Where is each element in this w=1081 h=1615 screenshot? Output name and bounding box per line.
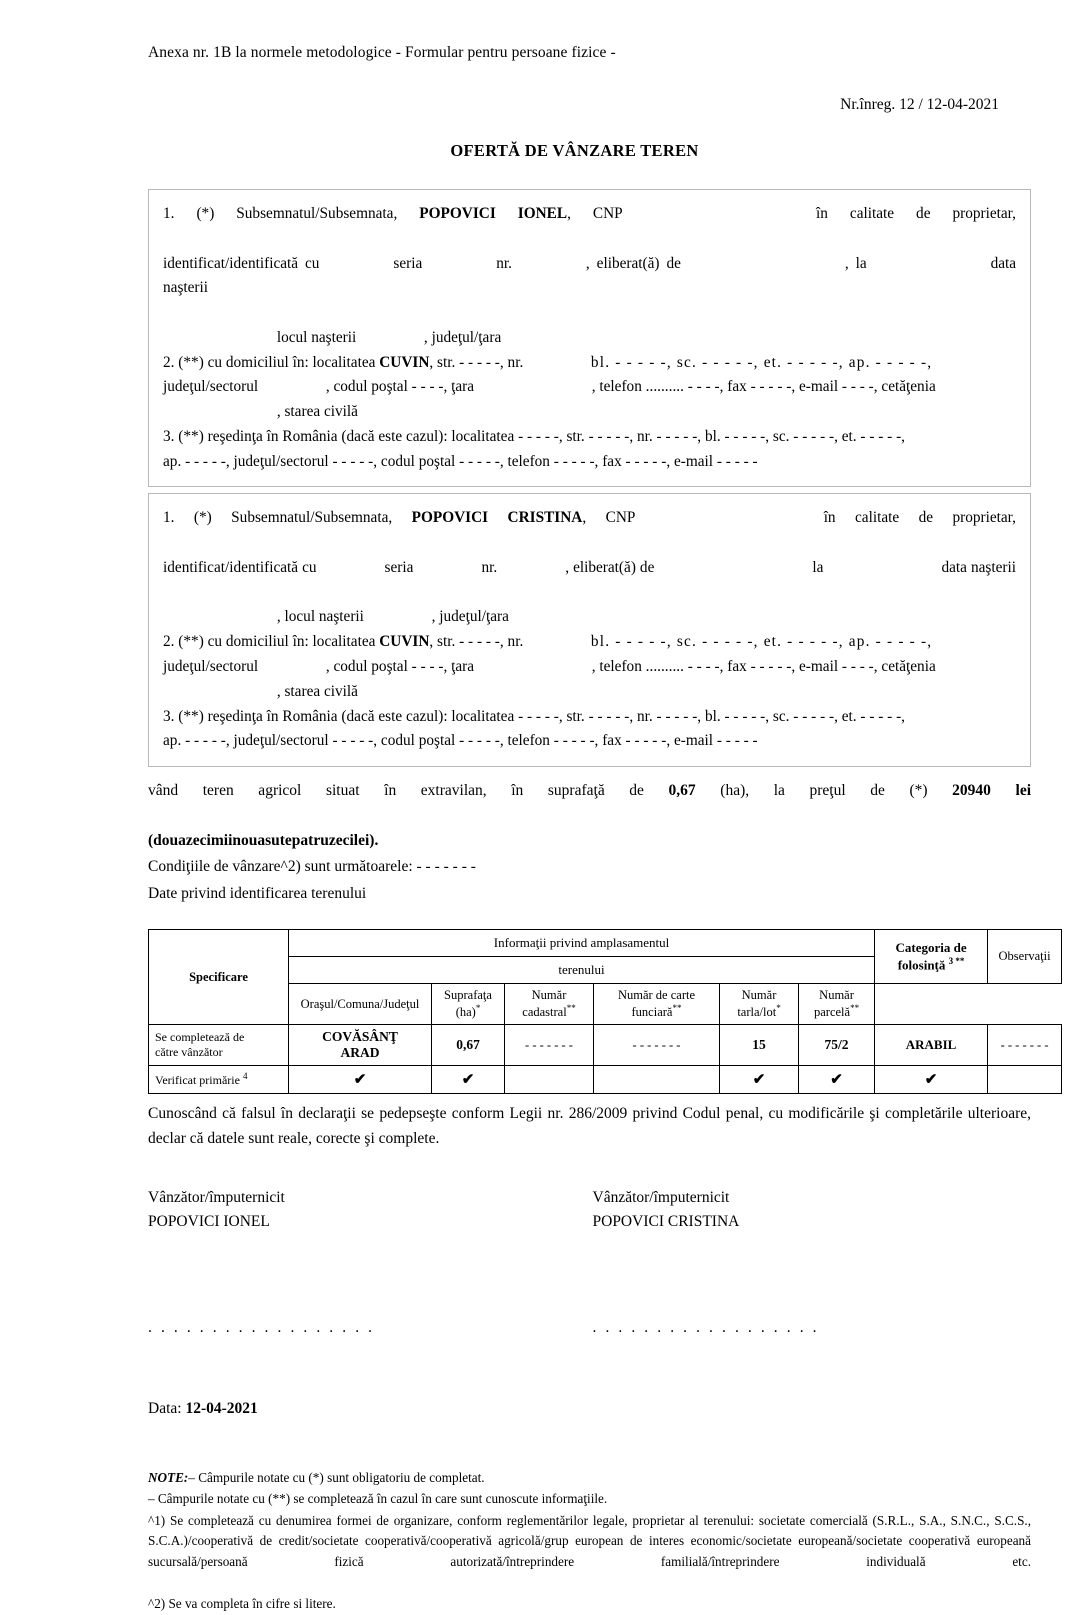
seller1-line7: 3. (**) reşedinţa în România (dacă este cazul): localitatea - - - - -, str. - - - - -, nr. - - - - -, bl. - - - - -, sc. - - - - -, et. - - - - -, — [163, 427, 906, 445]
table-header-row-1 — [149, 930, 1062, 957]
seller2-county-label: judeţul/sectorul — [163, 658, 259, 676]
th-suprafata-l1: Suprafaţa — [444, 988, 492, 1003]
offer-price-words: (douazecimiinouasutepatruzecilei). — [148, 831, 379, 849]
seller1-line6 — [163, 400, 1016, 425]
note-line-2: – Câmpurile notate cu (**) se completează în cazul în care sunt cunoscute informaţiile. — [148, 1491, 608, 1507]
seller-block-1 — [148, 189, 1031, 487]
offer-price: 20940 — [952, 782, 991, 800]
td-row2-oras-check: ✔ — [289, 1066, 432, 1094]
table-row — [149, 1025, 1062, 1066]
signature-left-line: . . . . . . . . . . . . . . . . . . — [148, 1318, 375, 1336]
seller2-id-label: identificat/identificată cu — [163, 558, 317, 576]
th-carte-funciara — [594, 984, 720, 1025]
seller2-line1 — [163, 506, 1016, 556]
seller2-cnp-label: , CNP — [582, 509, 635, 527]
table-row — [149, 1066, 1062, 1094]
seller2-quality: în calitate de proprietar, — [823, 509, 1016, 527]
seller2-series-label: seria — [384, 558, 414, 576]
seller2-line8: ap. - - - - -, judeţul/sectorul - - - - -, codul poştal - - - - -, telefon - - - - -, fax - - - - -, e-mail - - - - - — [163, 732, 758, 750]
seller2-line4 — [163, 630, 1016, 655]
th-categoria — [875, 930, 988, 984]
td-row1-tarla: 15 — [720, 1025, 799, 1066]
offer-text-b: (ha), la preţul de (*) — [720, 782, 928, 800]
seller2-birthplace-label: , locul naşterii — [276, 608, 364, 626]
signature-left-role: Vânzător/împuternicit — [148, 1188, 285, 1206]
seller1-series-label: seria — [393, 254, 423, 272]
seller1-line3 — [163, 326, 1016, 351]
th-amplasament-line1: Informaţii privind amplasamentul — [289, 930, 875, 957]
seller1-intro: 1. (*) Subsemnatul/Subsemnata, — [163, 205, 398, 222]
seller1-county-country-label: , judeţul/ţara — [423, 328, 502, 346]
seller2-contact-label: , telefon .......... - - - -, fax - - - - -, e-mail - - - -, cetăţenia — [591, 658, 936, 676]
th-carte-sup: ** — [672, 1003, 682, 1014]
notes-label: NOTE: — [148, 1469, 189, 1485]
td-row1-cadastral: - - - - - - - — [505, 1025, 594, 1066]
th-parcela-sup: ** — [850, 1003, 860, 1014]
td-row1-carte: - - - - - - - — [594, 1025, 720, 1066]
signature-right-name: POPOVICI CRISTINA — [592, 1212, 740, 1230]
seller1-quality: în calitate de proprietar, — [816, 205, 1016, 222]
seller1-line1 — [163, 202, 1016, 252]
td-row2-parcela-check: ✔ — [799, 1066, 875, 1094]
th-parcela-l2: parcelă — [813, 1005, 851, 1020]
seller1-civil-status-label: , starea civilă — [276, 403, 358, 421]
td-row1-oras-l2: ARAD — [340, 1045, 380, 1061]
seller2-line7: 3. (**) reşedinţa în România (dacă este cazul): localitatea - - - - -, str. - - - - -, nr. - - - - -, bl. - - - - -, sc. - - - - -, et. - - - - -, — [163, 707, 906, 725]
td-row1-suprafata: 0,67 — [432, 1025, 505, 1066]
th-categoria-l1: Categoria de — [895, 939, 967, 955]
seller1-contact-label: , telefon .......... - - - -, fax - - - - -, e-mail - - - -, cetăţenia — [591, 378, 936, 396]
seller2-line6 — [163, 680, 1016, 705]
td-row1-oras — [289, 1025, 432, 1066]
offer-paragraph — [148, 779, 1031, 853]
seller1-name: POPOVICI IONEL — [419, 205, 568, 222]
th-observatii: Observaţii — [988, 930, 1062, 984]
th-tarla-sup: * — [776, 1003, 781, 1014]
th-oras: Oraşul/Comuna/Judeţul — [289, 984, 432, 1025]
note-line-4: ^2) Se va completa în cifre si litere. — [148, 1595, 336, 1611]
seller2-line3 — [163, 605, 1016, 630]
th-categoria-sup: 3 ** — [948, 955, 965, 966]
seller1-birthdate-label: data naşterii — [163, 254, 1017, 297]
seller1-idnr-label: nr. — [496, 254, 512, 272]
offer-area: 0,67 — [668, 782, 696, 800]
seller1-cnp-label: , CNP — [567, 205, 623, 222]
td-row2-tarla-check: ✔ — [720, 1066, 799, 1094]
seller1-line2 — [163, 252, 1016, 326]
seller1-line5 — [163, 375, 1016, 400]
td-row2-suprafata-check: ✔ — [432, 1066, 505, 1094]
signature-right — [587, 1186, 1032, 1234]
seller2-idnr-label: nr. — [481, 558, 498, 576]
annex-header: Anexa nr. 1B la normele metodologice - Formular pentru persoane fizice - — [148, 44, 616, 61]
offer-conditions: Condiţiile de vânzare^2) sunt următoarele: - - - - - - - — [148, 858, 476, 876]
seller2-la-label: la — [812, 558, 824, 576]
seller1-street-label: , str. - - - - -, nr. — [429, 353, 524, 371]
seller2-city: CUVIN — [379, 633, 430, 651]
th-cadastral — [505, 984, 594, 1025]
seller1-block-details: bl. - - - - -, sc. - - - - -, et. - - - - -, ap. - - - - -, — [590, 353, 933, 371]
td-row1-observatii: - - - - - - - — [988, 1025, 1062, 1066]
th-suprafata-sup: * — [475, 1003, 481, 1014]
date-line — [148, 1400, 1031, 1418]
th-suprafata-l2: (ha) — [455, 1005, 476, 1020]
seller1-line8: ap. - - - - -, judeţul/sectorul - - - - -, codul poştal - - - - -, telefon - - - - -, fax - - - - -, e-mail - - - - - — [163, 452, 758, 470]
td-row1-oras-l1: COVĂSÂNŢ — [322, 1029, 398, 1045]
seller1-line4 — [163, 351, 1016, 376]
th-suprafata — [432, 984, 505, 1025]
offer-currency: lei — [1015, 782, 1032, 800]
td-row2-label — [149, 1066, 289, 1094]
note-3: ^1) Se completează cu denumirea formei de organizare, conform reglementărilor legale, proprietar al terenului: societate comercială (S.R.L., S.A., S.N.C., S.C.S., S.C.A.)/cooperativă de credit/societate cooperativă/cooperativă agricolă/grup european de interes economic/societate europeană/societate cooperativă europeană sucursală/persoană fizică autorizată/întreprindere familială/întreprindere individuală etc. — [148, 1512, 1031, 1569]
signature-right-line: . . . . . . . . . . . . . . . . . . — [592, 1318, 820, 1336]
offer-text-a: vând teren agricol situat în extravilan, în suprafaţă de — [148, 782, 644, 800]
seller1-postal-label: , codul poştal - - - -, ţara — [325, 378, 475, 396]
seller2-name: POPOVICI CRISTINA — [411, 509, 583, 527]
td-row2-carte-empty — [594, 1066, 720, 1094]
td-row1-label-l2: către vânzător — [155, 1045, 223, 1060]
th-tarla-l1: Număr — [741, 988, 777, 1003]
signature-left-name: POPOVICI IONEL — [148, 1212, 270, 1230]
th-carte-l1: Număr de carte — [617, 988, 696, 1003]
seller2-line5 — [163, 655, 1016, 680]
signature-right-role: Vânzător/împuternicit — [592, 1188, 730, 1206]
th-categoria-l2: folosinţă — [897, 957, 946, 973]
seller-block-2 — [148, 493, 1031, 767]
th-tarla-l2: tarla/lot — [737, 1005, 777, 1020]
land-table — [148, 929, 1062, 1094]
th-cadastral-l1: Număr — [531, 988, 567, 1003]
seller2-intro: 1. (*) Subsemnatul/Subsemnata, — [163, 509, 393, 527]
seller2-county-country-label: , judeţul/ţara — [431, 608, 509, 626]
seller1-domicile-label: 2. (**) cu domiciliul în: localitatea — [163, 353, 376, 371]
declaration-body: Cunoscând că falsul în declaraţii se pedepseşte conform Legii nr. 286/2009 privind Codul penal, cu modificările şi completările ulterioare, declar că datele sunt reale, corecte şi complete. — [148, 1105, 1031, 1148]
date-label: Data: — [148, 1399, 182, 1417]
td-row2-categoria-check: ✔ — [875, 1066, 988, 1094]
note-line-1 — [148, 1468, 1031, 1488]
th-parcela-l1: Număr — [819, 988, 854, 1003]
td-row2-label-sup: 4 — [242, 1071, 248, 1082]
seller1-county-label: judeţul/sectorul — [163, 378, 259, 396]
td-row1-label-l1: Se completează de — [155, 1030, 245, 1045]
td-row2-label-text: Verificat primărie — [155, 1073, 240, 1088]
seller2-birthdate-label: data naşterii — [941, 558, 1016, 576]
td-row2-observatii-empty — [988, 1066, 1062, 1094]
td-row2-cadastral-empty — [505, 1066, 594, 1094]
th-cadastral-sup: ** — [566, 1003, 576, 1014]
signature-lines-row — [148, 1316, 1031, 1340]
date-value: 12-04-2021 — [185, 1399, 258, 1417]
th-cadastral-l2: cadastral — [522, 1005, 567, 1020]
notes-section — [148, 1468, 1031, 1614]
td-row1-categoria: ARABIL — [875, 1025, 988, 1066]
seller1-issued-label: , eliberat(ă) de — [585, 254, 681, 272]
note-line-3 — [148, 1511, 1031, 1593]
seller1-city: CUVIN — [379, 353, 430, 371]
declaration-text — [148, 1102, 1031, 1152]
th-carte-l2: funciară — [631, 1005, 673, 1020]
seller1-id-label: identificat/identificată cu — [163, 254, 320, 272]
td-row1-label — [149, 1025, 289, 1066]
registration-number: Nr.înreg. 12 / 12-04-2021 — [840, 96, 999, 113]
td-row1-parcela: 75/2 — [799, 1025, 875, 1066]
seller2-street-label: , str. - - - - -, nr. — [429, 633, 524, 651]
seller1-birthplace-label: locul naşterii — [276, 328, 357, 346]
th-amplasament-line2: terenului — [289, 957, 875, 984]
seller2-block-details: bl. - - - - -, sc. - - - - -, et. - - - - -, ap. - - - - -, — [590, 633, 933, 651]
signature-row — [148, 1186, 1031, 1234]
seller1-la-label: , la — [844, 254, 867, 272]
signature-left — [148, 1186, 587, 1234]
seller2-postal-label: , codul poştal - - - -, ţara — [325, 658, 475, 676]
land-identification-label: Date privind identificarea terenului — [148, 885, 367, 903]
th-parcela — [799, 984, 875, 1025]
seller2-domicile-label: 2. (**) cu domiciliul în: localitatea — [163, 633, 376, 651]
seller2-civil-status-label: , starea civilă — [276, 682, 358, 700]
page-title: OFERTĂ DE VÂNZARE TEREN — [450, 141, 699, 160]
seller2-issued-label: , eliberat(ă) de — [565, 558, 655, 576]
th-specificare: Specificare — [149, 930, 289, 1025]
seller2-line2 — [163, 556, 1016, 606]
note-1: – Câmpurile notate cu (*) sunt obligatoriu de completat. — [188, 1469, 485, 1485]
th-tarla — [720, 984, 799, 1025]
